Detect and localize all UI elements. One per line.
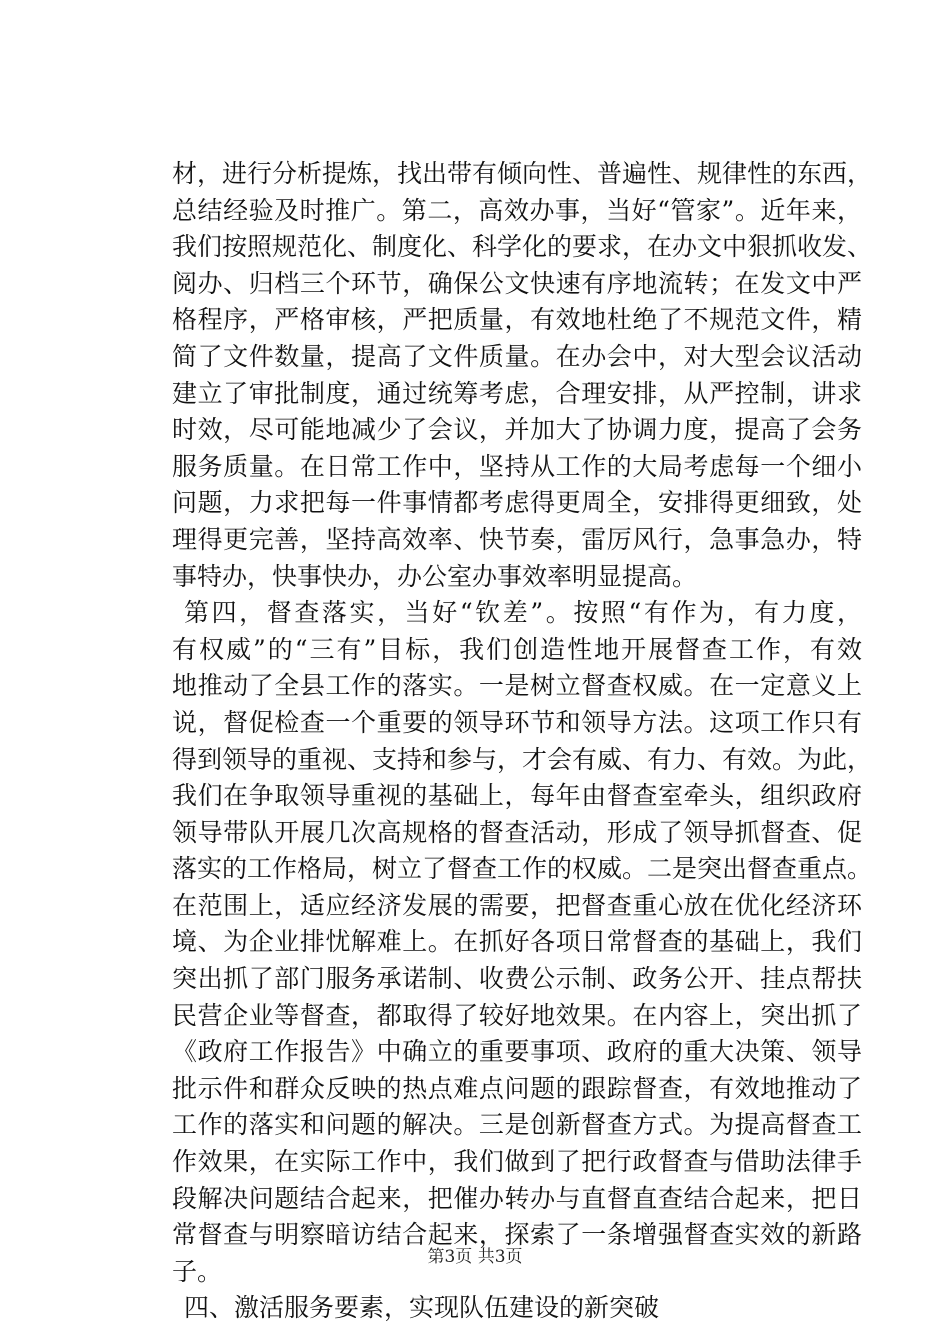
text-line-content: 境、为企业排忧解难上。在抓好各项日常督查的基础上，我们 bbox=[172, 927, 862, 957]
text-line-content: 得到领导的重视、支持和参与，才会有威、有力、有效。为此， bbox=[172, 744, 873, 774]
text-line-content: 工作的落实和问题的解决。三是创新督查方式。为提高督查工 bbox=[172, 1110, 862, 1140]
text-line bbox=[172, 302, 862, 339]
text-line-content: 有权威”的“三有”目标，我们创造性地开展督查工作，有效 bbox=[172, 634, 862, 664]
text-line-content: 简了文件数量，提高了文件质量。在办会中，对大型会议活动 bbox=[172, 341, 862, 371]
text-line bbox=[172, 1107, 862, 1144]
text-line bbox=[172, 924, 862, 961]
text-line bbox=[172, 156, 873, 193]
text-line-content: 子。 bbox=[172, 1256, 223, 1286]
text-line-content: 格程序，严格审核，严把质量，有效地杜绝了不规范文件，精 bbox=[172, 305, 862, 335]
text-line-content: 民营企业等督查，都取得了较好地效果。在内容上，突出抓了 bbox=[172, 1000, 862, 1030]
text-line bbox=[172, 705, 862, 742]
text-line-content: 我们在争取领导重视的基础上，每年由督查室牵头，组织政府 bbox=[172, 781, 862, 811]
text-line-content: 问题，力求把每一件事情都考虑得更周全，安排得更细致，处 bbox=[172, 488, 862, 518]
text-line bbox=[172, 851, 873, 888]
section-heading bbox=[172, 1290, 862, 1327]
text-line bbox=[172, 193, 862, 230]
text-line-content: 突出抓了部门服务承诺制、收费公示制、政务公开、挂点帮扶 bbox=[172, 964, 862, 994]
text-line-content: 《政府工作报告》中确立的重要事项、政府的重大决策、领导 bbox=[172, 1037, 862, 1067]
text-line bbox=[172, 522, 862, 559]
text-line bbox=[172, 998, 862, 1035]
text-line-content: 常督查与明察暗访结合起来，探索了一条增强督查实效的新路 bbox=[172, 1220, 862, 1250]
text-line-content: 总结经验及时推广。第二，高效办事，当好“管家”。近年来， bbox=[172, 195, 862, 225]
text-line-content: 在范围上，适应经济发展的需要，把督查重心放在优化经济环 bbox=[172, 890, 862, 920]
text-line-content: 材，进行分析提炼，找出带有倾向性、普遍性、规律性的东西， bbox=[172, 159, 873, 188]
text-line bbox=[172, 266, 862, 303]
text-line bbox=[172, 376, 862, 413]
text-line-content: 建立了审批制度，通过统筹考虑，合理安排，从严控制，讲求 bbox=[172, 378, 862, 408]
text-line bbox=[172, 961, 862, 998]
text-line-content: 地推动了全县工作的落实。一是树立督查权威。在一定意义上 bbox=[172, 671, 862, 701]
text-line-content: 段解决问题结合起来，把催办转办与直督直查结合起来，把日 bbox=[172, 1183, 862, 1213]
text-line bbox=[172, 412, 862, 449]
text-line bbox=[172, 595, 862, 632]
text-line bbox=[172, 1034, 862, 1071]
text-line bbox=[172, 449, 862, 486]
text-line bbox=[172, 229, 873, 266]
text-line-content: 说，督促检查一个重要的领导环节和领导方法。这项工作只有 bbox=[172, 707, 862, 737]
text-line bbox=[172, 1144, 862, 1181]
text-line-content: 时效，尽可能地减少了会议，并加大了协调力度，提高了会务 bbox=[172, 415, 862, 445]
text-line-content: 批示件和群众反映的热点难点问题的跟踪督查，有效地推动了 bbox=[172, 1073, 862, 1103]
text-line-content: 落实的工作格局，树立了督查工作的权威。二是突出督查重点。 bbox=[172, 854, 873, 884]
text-line-content: 我们按照规范化、制度化、科学化的要求，在办文中狠抓收发、 bbox=[172, 232, 873, 262]
text-line bbox=[172, 1181, 862, 1218]
text-line bbox=[172, 668, 862, 705]
text-line bbox=[172, 632, 862, 669]
text-line-content: 服务质量。在日常工作中，坚持从工作的大局考虑每一个细小 bbox=[172, 451, 862, 481]
text-line bbox=[172, 815, 862, 852]
page-footer: 第3页 共3页 bbox=[427, 1247, 523, 1267]
text-line bbox=[172, 888, 862, 925]
text-line bbox=[172, 742, 873, 779]
text-line-content: 四、激活服务要素，实现队伍建设的新突破 bbox=[184, 1293, 660, 1323]
text-line-content: 作效果，在实际工作中，我们做到了把行政督查与借助法律手 bbox=[172, 1147, 862, 1177]
text-line-content: 领导带队开展几次高规格的督查活动，形成了领导抓督查、促 bbox=[172, 817, 862, 847]
text-line bbox=[172, 485, 862, 522]
document-body bbox=[172, 156, 873, 1327]
text-line bbox=[172, 778, 862, 815]
text-line bbox=[172, 339, 862, 376]
text-line bbox=[172, 559, 862, 596]
text-line bbox=[172, 1071, 862, 1108]
text-line-content: 事特办，快事快办，办公室办事效率明显提高。 bbox=[172, 561, 698, 591]
text-line-content: 阅办、归档三个环节，确保公文快速有序地流转；在发文中严 bbox=[172, 268, 862, 298]
text-line-content: 理得更完善，坚持高效率、快节奏，雷厉风行，急事急办，特 bbox=[172, 524, 862, 554]
text-line-content: 第四，督查落实，当好“钦差”。按照“有作为，有力度， bbox=[184, 598, 862, 628]
